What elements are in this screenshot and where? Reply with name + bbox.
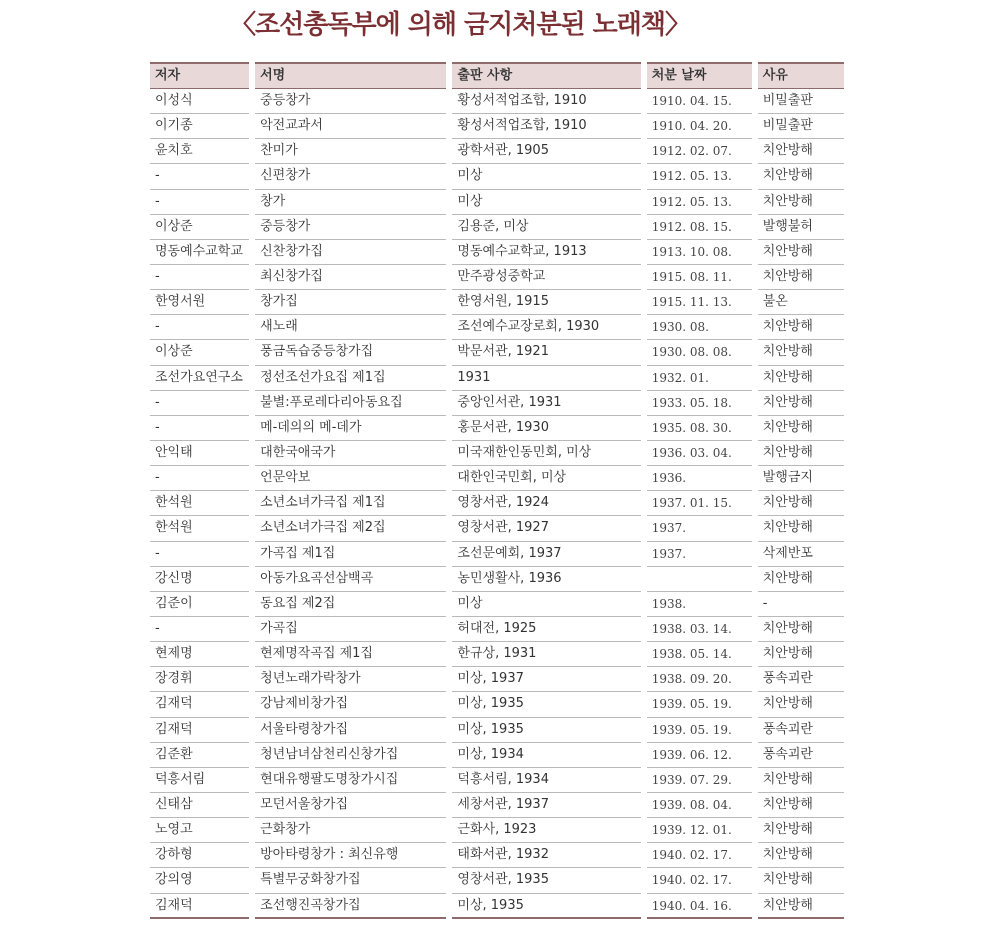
cell-publication: 태화서관, 1932 bbox=[452, 843, 640, 868]
cell-reason: 치안방해 bbox=[758, 366, 844, 391]
cell-reason: 치안방해 bbox=[758, 768, 844, 793]
cell-book-title: 찬미가 bbox=[255, 139, 446, 164]
cell-publication: 홍문서관, 1930 bbox=[452, 416, 640, 441]
cell-date: 1936. 03. 04. bbox=[647, 441, 752, 466]
cell-author: 강하형 bbox=[150, 843, 249, 868]
cell-book-title: 특별무궁화창가집 bbox=[255, 868, 446, 893]
cell-reason: 치안방해 bbox=[758, 692, 844, 717]
cell-author: 한석원 bbox=[150, 491, 249, 516]
cell-date: 1939. 08. 04. bbox=[647, 793, 752, 818]
table-row bbox=[150, 366, 844, 391]
cell-book-title: 아동가요곡선삼백곡 bbox=[255, 567, 446, 592]
cell-reason: 치안방해 bbox=[758, 843, 844, 868]
cell-publication: 박문서관, 1921 bbox=[452, 340, 640, 365]
cell-publication: 명동예수교학교, 1913 bbox=[452, 240, 640, 265]
cell-reason: 발행불허 bbox=[758, 215, 844, 240]
cell-author: 조선가요연구소 bbox=[150, 366, 249, 391]
cell-author: - bbox=[150, 315, 249, 340]
table-row bbox=[150, 667, 844, 692]
cell-reason: 치안방해 bbox=[758, 340, 844, 365]
table-row bbox=[150, 89, 844, 114]
cell-author: 윤치호 bbox=[150, 139, 249, 164]
cell-author: 이기종 bbox=[150, 114, 249, 139]
cell-author: - bbox=[150, 542, 249, 567]
cell-publication: 미상, 1935 bbox=[452, 692, 640, 717]
cell-reason: 풍속괴란 bbox=[758, 667, 844, 692]
table-row bbox=[150, 114, 844, 139]
cell-reason: 치안방해 bbox=[758, 164, 844, 189]
table-row bbox=[150, 265, 844, 290]
cell-publication: 허대전, 1925 bbox=[452, 617, 640, 642]
cell-author: 김재덕 bbox=[150, 894, 249, 919]
cell-publication: 한영서원, 1915 bbox=[452, 290, 640, 315]
cell-reason: - bbox=[758, 592, 844, 617]
cell-date: 1930. 08. bbox=[647, 315, 752, 340]
cell-reason: 치안방해 bbox=[758, 868, 844, 893]
cell-book-title: 창가 bbox=[255, 190, 446, 215]
cell-publication: 황성서적업조합, 1910 bbox=[452, 89, 640, 114]
cell-publication: 만주광성중학교 bbox=[452, 265, 640, 290]
cell-date: 1939. 12. 01. bbox=[647, 818, 752, 843]
banned-songbooks-table bbox=[150, 62, 844, 919]
cell-reason: 치안방해 bbox=[758, 567, 844, 592]
table-row bbox=[150, 743, 844, 768]
cell-book-title: 현대유행팔도명창가시집 bbox=[255, 768, 446, 793]
cell-reason: 비밀출판 bbox=[758, 114, 844, 139]
cell-book-title: 풍금독습중등창가집 bbox=[255, 340, 446, 365]
cell-date: 1932. 01. bbox=[647, 366, 752, 391]
cell-book-title: 불별:푸로레다리아동요집 bbox=[255, 391, 446, 416]
cell-author: - bbox=[150, 265, 249, 290]
table-row bbox=[150, 718, 844, 743]
cell-reason: 치안방해 bbox=[758, 441, 844, 466]
table-row bbox=[150, 190, 844, 215]
cell-book-title: 언문악보 bbox=[255, 466, 446, 491]
cell-reason: 치안방해 bbox=[758, 315, 844, 340]
cell-date: 1933. 05. 18. bbox=[647, 391, 752, 416]
table-row bbox=[150, 491, 844, 516]
cell-publication: 미상 bbox=[452, 592, 640, 617]
cell-date: 1939. 05. 19. bbox=[647, 692, 752, 717]
cell-reason: 풍속괴란 bbox=[758, 718, 844, 743]
cell-date: 1937. 01. 15. bbox=[647, 491, 752, 516]
cell-author: 안익태 bbox=[150, 441, 249, 466]
cell-date: 1938. 05. 14. bbox=[647, 642, 752, 667]
cell-publication: 미상, 1934 bbox=[452, 743, 640, 768]
cell-book-title: 신편창가 bbox=[255, 164, 446, 189]
cell-reason: 치안방해 bbox=[758, 516, 844, 541]
column-header-book-title: 서명 bbox=[255, 62, 446, 89]
cell-date bbox=[647, 567, 752, 592]
cell-publication: 미국재한인동민회, 미상 bbox=[452, 441, 640, 466]
table-header-row bbox=[150, 62, 844, 89]
cell-author: 노영고 bbox=[150, 818, 249, 843]
cell-publication: 세창서관, 1937 bbox=[452, 793, 640, 818]
cell-book-title: 최신창가집 bbox=[255, 265, 446, 290]
cell-reason: 치안방해 bbox=[758, 391, 844, 416]
page-title: 〈조선총독부에 의해 금지처분된 노래책〉 bbox=[229, 10, 690, 40]
cell-author: 현제명 bbox=[150, 642, 249, 667]
cell-book-title: 근화창가 bbox=[255, 818, 446, 843]
table-row bbox=[150, 340, 844, 365]
cell-author: - bbox=[150, 416, 249, 441]
table-row bbox=[150, 894, 844, 919]
cell-publication: 황성서적업조합, 1910 bbox=[452, 114, 640, 139]
table-body bbox=[150, 89, 844, 919]
cell-book-title: 정선조선가요집 제1집 bbox=[255, 366, 446, 391]
cell-author: 김준환 bbox=[150, 743, 249, 768]
cell-author: 명동예수교학교 bbox=[150, 240, 249, 265]
column-header-author: 저자 bbox=[150, 62, 249, 89]
cell-publication: 미상, 1937 bbox=[452, 667, 640, 692]
cell-publication: 근화사, 1923 bbox=[452, 818, 640, 843]
table-row bbox=[150, 567, 844, 592]
cell-reason: 풍속괴란 bbox=[758, 743, 844, 768]
table-row bbox=[150, 768, 844, 793]
cell-date: 1910. 04. 15. bbox=[647, 89, 752, 114]
cell-date: 1939. 05. 19. bbox=[647, 718, 752, 743]
cell-book-title: 방아타령창가 : 최신유행 bbox=[255, 843, 446, 868]
cell-date: 1912. 08. 15. bbox=[647, 215, 752, 240]
cell-date: 1939. 07. 29. bbox=[647, 768, 752, 793]
cell-author: - bbox=[150, 466, 249, 491]
cell-reason: 치안방해 bbox=[758, 617, 844, 642]
table-row bbox=[150, 843, 844, 868]
cell-date: 1912. 02. 07. bbox=[647, 139, 752, 164]
cell-reason: 불온 bbox=[758, 290, 844, 315]
cell-book-title: 악전교과서 bbox=[255, 114, 446, 139]
cell-date: 1940. 02. 17. bbox=[647, 868, 752, 893]
cell-author: - bbox=[150, 190, 249, 215]
table-row bbox=[150, 391, 844, 416]
column-header-publication: 출판 사항 bbox=[452, 62, 640, 89]
table-row bbox=[150, 818, 844, 843]
cell-publication: 대한인국민회, 미상 bbox=[452, 466, 640, 491]
cell-date: 1915. 08. 11. bbox=[647, 265, 752, 290]
cell-author: 김준이 bbox=[150, 592, 249, 617]
cell-reason: 발행금지 bbox=[758, 466, 844, 491]
cell-publication: 1931 bbox=[452, 366, 640, 391]
cell-book-title: 소년소녀가극집 제1집 bbox=[255, 491, 446, 516]
cell-book-title: 청년남녀삼천리신창가집 bbox=[255, 743, 446, 768]
cell-reason: 치안방해 bbox=[758, 491, 844, 516]
cell-date: 1930. 08. 08. bbox=[647, 340, 752, 365]
cell-date: 1912. 05. 13. bbox=[647, 190, 752, 215]
cell-publication: 한규상, 1931 bbox=[452, 642, 640, 667]
cell-book-title: 가곡집 제1집 bbox=[255, 542, 446, 567]
cell-author: 이상준 bbox=[150, 215, 249, 240]
cell-publication: 영창서관, 1924 bbox=[452, 491, 640, 516]
cell-reason: 치안방해 bbox=[758, 240, 844, 265]
cell-date: 1938. 09. 20. bbox=[647, 667, 752, 692]
cell-author: 한영서원 bbox=[150, 290, 249, 315]
cell-author: 강의영 bbox=[150, 868, 249, 893]
cell-publication: 조선예수교장로회, 1930 bbox=[452, 315, 640, 340]
cell-book-title: 신찬창가집 bbox=[255, 240, 446, 265]
cell-author: - bbox=[150, 164, 249, 189]
cell-book-title: 새노래 bbox=[255, 315, 446, 340]
cell-date: 1913. 10. 08. bbox=[647, 240, 752, 265]
cell-reason: 삭제반포 bbox=[758, 542, 844, 567]
cell-author: 장경휘 bbox=[150, 667, 249, 692]
cell-reason: 비밀출판 bbox=[758, 89, 844, 114]
table-row bbox=[150, 692, 844, 717]
cell-date: 1935. 08. 30. bbox=[647, 416, 752, 441]
cell-book-title: 청년노래가락창가 bbox=[255, 667, 446, 692]
cell-reason: 치안방해 bbox=[758, 642, 844, 667]
cell-book-title: 소년소녀가극집 제2집 bbox=[255, 516, 446, 541]
cell-date: 1938. bbox=[647, 592, 752, 617]
cell-publication: 덕흥서림, 1934 bbox=[452, 768, 640, 793]
cell-book-title: 조선행진곡창가집 bbox=[255, 894, 446, 919]
column-header-date: 처분 날짜 bbox=[647, 62, 752, 89]
table-row bbox=[150, 315, 844, 340]
cell-date: 1940. 02. 17. bbox=[647, 843, 752, 868]
cell-author: 강신명 bbox=[150, 567, 249, 592]
cell-publication: 미상, 1935 bbox=[452, 894, 640, 919]
cell-publication: 중앙인서관, 1931 bbox=[452, 391, 640, 416]
cell-date: 1910. 04. 20. bbox=[647, 114, 752, 139]
cell-date: 1939. 06. 12. bbox=[647, 743, 752, 768]
cell-reason: 치안방해 bbox=[758, 265, 844, 290]
table-row bbox=[150, 516, 844, 541]
cell-book-title: 대한국애국가 bbox=[255, 441, 446, 466]
cell-publication: 조선문예회, 1937 bbox=[452, 542, 640, 567]
cell-date: 1938. 03. 14. bbox=[647, 617, 752, 642]
cell-author: 한석원 bbox=[150, 516, 249, 541]
cell-publication: 광학서관, 1905 bbox=[452, 139, 640, 164]
table-row bbox=[150, 240, 844, 265]
cell-date: 1936. bbox=[647, 466, 752, 491]
cell-publication: 미상 bbox=[452, 190, 640, 215]
cell-publication: 김용준, 미상 bbox=[452, 215, 640, 240]
table-row bbox=[150, 642, 844, 667]
cell-book-title: 중등창가 bbox=[255, 215, 446, 240]
cell-book-title: 동요집 제2집 bbox=[255, 592, 446, 617]
cell-author: 신태삼 bbox=[150, 793, 249, 818]
table-row bbox=[150, 441, 844, 466]
column-header-reason: 사유 bbox=[758, 62, 844, 89]
cell-date: 1915. 11. 13. bbox=[647, 290, 752, 315]
table-row bbox=[150, 164, 844, 189]
cell-book-title: 현제명작곡집 제1집 bbox=[255, 642, 446, 667]
table-row bbox=[150, 466, 844, 491]
cell-reason: 치안방해 bbox=[758, 190, 844, 215]
table-row bbox=[150, 868, 844, 893]
cell-reason: 치안방해 bbox=[758, 818, 844, 843]
table-row bbox=[150, 215, 844, 240]
cell-reason: 치안방해 bbox=[758, 793, 844, 818]
cell-book-title: 중등창가 bbox=[255, 89, 446, 114]
table-row bbox=[150, 542, 844, 567]
cell-book-title: 메-데의의 메-데가 bbox=[255, 416, 446, 441]
cell-date: 1937. bbox=[647, 542, 752, 567]
cell-reason: 치안방해 bbox=[758, 416, 844, 441]
table-row bbox=[150, 290, 844, 315]
cell-author: 이상준 bbox=[150, 340, 249, 365]
table-row bbox=[150, 416, 844, 441]
cell-reason: 치안방해 bbox=[758, 894, 844, 919]
table-row bbox=[150, 592, 844, 617]
cell-author: - bbox=[150, 617, 249, 642]
cell-author: 김재덕 bbox=[150, 692, 249, 717]
cell-publication: 농민생활사, 1936 bbox=[452, 567, 640, 592]
table-row bbox=[150, 793, 844, 818]
cell-author: 덕흥서림 bbox=[150, 768, 249, 793]
table-row bbox=[150, 617, 844, 642]
cell-publication: 영창서관, 1927 bbox=[452, 516, 640, 541]
cell-book-title: 모던서울창가집 bbox=[255, 793, 446, 818]
table-row bbox=[150, 139, 844, 164]
cell-book-title: 가곡집 bbox=[255, 617, 446, 642]
cell-book-title: 창가집 bbox=[255, 290, 446, 315]
cell-book-title: 서울타령창가집 bbox=[255, 718, 446, 743]
cell-author: 이성식 bbox=[150, 89, 249, 114]
cell-publication: 미상, 1935 bbox=[452, 718, 640, 743]
cell-publication: 영창서관, 1935 bbox=[452, 868, 640, 893]
cell-author: - bbox=[150, 391, 249, 416]
cell-date: 1940. 04. 16. bbox=[647, 894, 752, 919]
cell-date: 1912. 05. 13. bbox=[647, 164, 752, 189]
cell-publication: 미상 bbox=[452, 164, 640, 189]
cell-reason: 치안방해 bbox=[758, 139, 844, 164]
cell-author: 김재덕 bbox=[150, 718, 249, 743]
cell-date: 1937. bbox=[647, 516, 752, 541]
cell-book-title: 강남제비창가집 bbox=[255, 692, 446, 717]
